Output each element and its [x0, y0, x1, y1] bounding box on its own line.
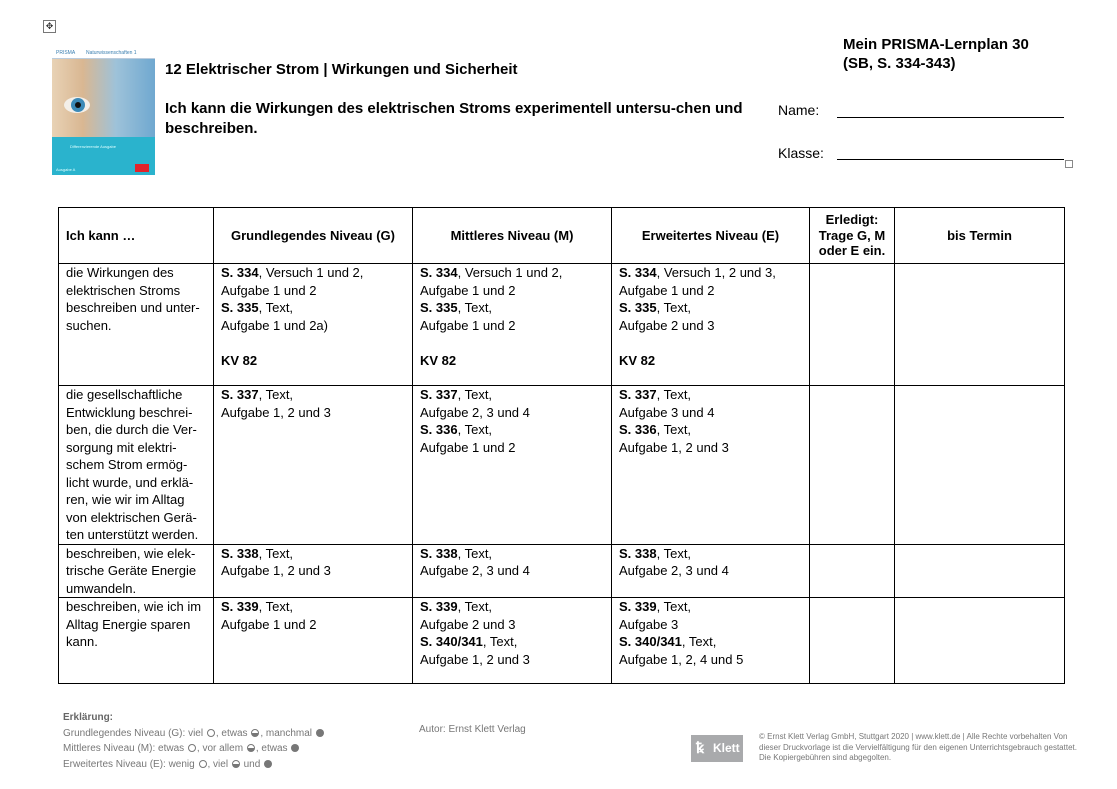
- learning-goal: Ich kann die Wirkungen des elektrischen Stroms experimentell untersu-chen und beschreiben.: [165, 100, 743, 137]
- page-ref: S. 338: [221, 545, 259, 561]
- page-ref: S. 335: [221, 300, 259, 315]
- task-text: Aufgabe 3 und 4: [619, 404, 715, 420]
- task-cell-m: [413, 386, 612, 545]
- task-text: , Text,: [457, 422, 493, 437]
- task-text: , Text,: [258, 599, 294, 614]
- lernplan-number: Mein PRISMA-Lernplan 30: [843, 36, 1029, 53]
- legend-text: und: [240, 758, 261, 770]
- task-cell-g: [214, 386, 413, 545]
- task-cell-m: [413, 544, 612, 598]
- legend-text: , etwas: [215, 727, 248, 739]
- kv-ref: KV 82: [420, 352, 457, 368]
- task-cell-e: [612, 544, 810, 598]
- full-circle-icon: [291, 744, 299, 752]
- ich-kann-cell: die Wirkungen des elektrischen Stroms beschreiben und unter- suchen.: [59, 264, 214, 386]
- header-ich-kann: Ich kann …: [59, 208, 214, 264]
- chapter-title: 12 Elektrischer Strom | Wirkungen und Sicherheit: [165, 61, 518, 78]
- termin-input-cell[interactable]: [895, 264, 1065, 386]
- cover-series: Naturwissenschaften 1: [86, 50, 137, 56]
- legend: [63, 710, 325, 772]
- task-text: Aufgabe 1 und 2: [221, 616, 317, 632]
- page-ref: S. 335: [619, 300, 657, 315]
- legend-text: , viel: [207, 758, 229, 770]
- task-text: , Versuch 1, 2 und 3,: [656, 265, 776, 280]
- empty-circle-icon: [199, 760, 207, 768]
- task-text: , Text,: [482, 634, 518, 649]
- header-erweitertes: Erweitertes Niveau (E): [612, 208, 810, 264]
- klett-mark-icon: ꝅ: [696, 740, 705, 757]
- page-ref: S. 339: [619, 599, 657, 614]
- cover-band: [52, 137, 155, 175]
- legend-text: Grundlegendes Niveau (G): viel: [63, 727, 204, 739]
- ich-kann-cell: die gesellschaftliche Entwicklung beschrei- ben, die durch die Ver- sorgung mit elektri- schem Strom ermög- licht wurde, und erklä- ren, wie wir im Alltag von elektrischen Gerä- ten unterstützt werden.: [59, 386, 214, 545]
- name-field[interactable]: [837, 117, 1064, 118]
- empty-circle-icon: [188, 744, 196, 752]
- copyright-notice: © Ernst Klett Verlag GmbH, Stuttgart 2020 | www.klett.de | Alle Rechte vorbehalten Von dieser Druckvorlage ist die Vervielfältigung für den eigenen Unterrichtsgebrauch gestattet. Die Kopiergebühren sind abgegolten.: [759, 732, 1077, 762]
- task-text: , Text,: [656, 545, 692, 561]
- task-text: Aufgabe 1, 2 und 3: [221, 404, 331, 420]
- task-text: Aufgabe 1 und 2: [221, 282, 317, 298]
- erledigt-input-cell[interactable]: [810, 598, 895, 684]
- klett-wordmark: Klett: [713, 741, 740, 755]
- page-ref: S. 334: [619, 265, 657, 280]
- task-text: Aufgabe 2 und 3: [619, 317, 715, 333]
- page-ref: S. 337: [221, 387, 259, 402]
- table-row: [59, 386, 1065, 545]
- legend-text: , etwas: [255, 743, 288, 754]
- legend-line-g: [63, 726, 325, 742]
- ich-kann-cell: beschreiben, wie elek- trische Geräte Energie umwandeln.: [59, 544, 214, 598]
- task-text: , Text,: [258, 387, 294, 402]
- klett-logo: [691, 735, 743, 762]
- task-text: , Text,: [457, 387, 493, 402]
- cover-pupil: [75, 102, 81, 108]
- lernplan-pages: (SB, S. 334-343): [843, 55, 956, 72]
- page-ref: S. 339: [221, 599, 259, 614]
- task-text: , Text,: [656, 387, 692, 402]
- task-text: Aufgabe 1 und 2: [420, 439, 516, 455]
- legend-title: Erklärung:: [63, 712, 114, 723]
- page-ref: S. 337: [420, 387, 458, 402]
- task-text: Aufgabe 1 und 2: [420, 282, 516, 298]
- task-text: , Versuch 1 und 2,: [258, 265, 364, 280]
- book-cover-image: [52, 49, 155, 175]
- termin-input-cell[interactable]: [895, 598, 1065, 684]
- task-text: Aufgabe 2, 3 und 4: [420, 563, 530, 578]
- resize-handle-icon[interactable]: [1065, 160, 1073, 168]
- erledigt-input-cell[interactable]: [810, 264, 895, 386]
- table-row: [59, 264, 1065, 386]
- task-text: Aufgabe 2, 3 und 4: [420, 404, 530, 420]
- class-field[interactable]: [837, 159, 1064, 160]
- header-mittleres: Mittleres Niveau (M): [413, 208, 612, 264]
- page-ref: S. 339: [420, 599, 458, 614]
- legend-line-e: [63, 757, 325, 773]
- cover-photo: [52, 59, 155, 137]
- page-ref: S. 340/341: [619, 634, 682, 649]
- legend-line-m: [63, 741, 325, 757]
- full-circle-icon: [264, 760, 272, 768]
- task-text: Aufgabe 2, 3 und 4: [619, 563, 729, 578]
- kv-ref: KV 82: [619, 352, 656, 368]
- cover-header: [52, 49, 155, 59]
- full-circle-icon: [316, 729, 324, 737]
- task-cell-e: [612, 386, 810, 545]
- task-text: Aufgabe 1, 2 und 3: [619, 439, 729, 455]
- erledigt-input-cell[interactable]: [810, 544, 895, 598]
- page-ref: S. 335: [420, 300, 458, 315]
- task-text: , Text,: [681, 634, 717, 649]
- kv-ref: KV 82: [221, 352, 258, 368]
- task-text: , Text,: [656, 599, 692, 614]
- half-circle-icon: [232, 760, 240, 768]
- task-text: , Text,: [258, 300, 294, 315]
- table-header-row: [59, 208, 1065, 264]
- legend-text: Mittleres Niveau (M): etwas: [63, 743, 185, 754]
- task-cell-g: [214, 544, 413, 598]
- page-ref: S. 334: [420, 265, 458, 280]
- page-ref: S. 338: [420, 545, 458, 561]
- task-text: Aufgabe 1 und 2: [420, 317, 516, 333]
- task-cell-g: [214, 264, 413, 386]
- task-text: , Text,: [656, 300, 692, 315]
- task-text: Aufgabe 1, 2, 4 und 5: [619, 651, 744, 667]
- task-cell-m: [413, 264, 612, 386]
- termin-input-cell[interactable]: [895, 544, 1065, 598]
- task-text: Aufgabe 2 und 3: [420, 616, 516, 632]
- legend-text: , manchmal: [260, 727, 313, 739]
- task-text: , Text,: [258, 545, 294, 561]
- table-move-handle-icon[interactable]: ✥: [43, 20, 56, 33]
- task-text: Aufgabe 1 und 2: [619, 282, 715, 298]
- empty-circle-icon: [207, 729, 215, 737]
- half-circle-icon: [247, 744, 255, 752]
- termin-input-cell[interactable]: [895, 386, 1065, 545]
- task-text: Aufgabe 3: [619, 616, 679, 632]
- cover-brand: PRISMA: [56, 50, 76, 56]
- page-ref: S. 338: [619, 545, 657, 561]
- page-ref: S. 336: [619, 422, 657, 437]
- header-bis-termin: bis Termin: [895, 208, 1065, 264]
- author-credit: Autor: Ernst Klett Verlag: [419, 724, 526, 735]
- cover-klett-logo: [135, 164, 149, 172]
- header-grundlegend: Grundlegendes Niveau (G): [214, 208, 413, 264]
- task-text: , Text,: [457, 545, 493, 561]
- ich-kann-cell: beschreiben, wie ich im Alltag Energie sparen kann.: [59, 598, 214, 684]
- task-text: , Text,: [656, 422, 692, 437]
- task-text: , Versuch 1 und 2,: [457, 265, 563, 280]
- task-text: Aufgabe 1, 2 und 3: [221, 563, 331, 578]
- page-ref: S. 340/341: [420, 634, 483, 649]
- cover-subtitle: Differenzierende Ausgabe: [70, 144, 116, 149]
- class-label: Klasse:: [778, 145, 824, 161]
- task-text: , Text,: [457, 599, 493, 614]
- legend-text: Erweitertes Niveau (E): wenig: [63, 758, 195, 770]
- erledigt-input-cell[interactable]: [810, 386, 895, 545]
- cover-edition: Ausgabe A: [56, 167, 76, 172]
- task-cell-g: [214, 598, 413, 684]
- task-cell-e: [612, 598, 810, 684]
- page-ref: S. 337: [619, 387, 657, 402]
- table-row: [59, 544, 1065, 598]
- page-ref: S. 336: [420, 422, 458, 437]
- name-label: Name:: [778, 102, 820, 118]
- task-text: Aufgabe 1 und 2a): [221, 317, 328, 333]
- half-circle-icon: [251, 729, 259, 737]
- task-text: Aufgabe 1, 2 und 3: [420, 651, 530, 667]
- header-erledigt: Erledigt: Trage G, M oder E ein.: [810, 208, 895, 264]
- legend-text: , vor allem: [196, 743, 244, 754]
- task-cell-e: [612, 264, 810, 386]
- table-row: [59, 598, 1065, 684]
- page-ref: S. 334: [221, 265, 259, 280]
- task-cell-m: [413, 598, 612, 684]
- lernplan-table: [58, 207, 1065, 684]
- task-text: , Text,: [457, 300, 493, 315]
- lernplan-title: [843, 35, 1029, 73]
